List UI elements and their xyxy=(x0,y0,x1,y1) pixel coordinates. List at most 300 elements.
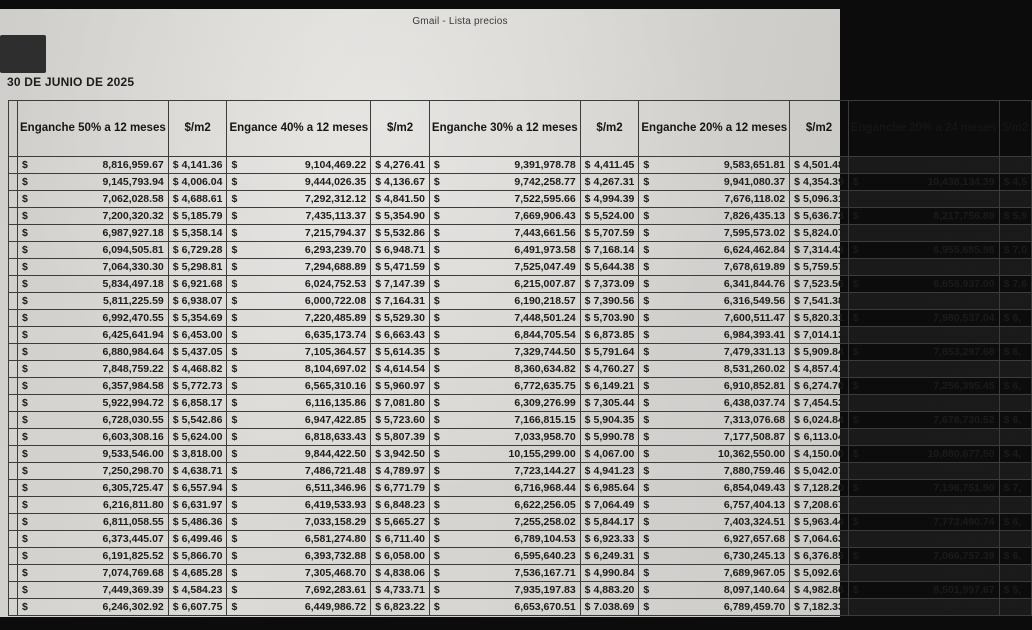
currency-symbol: $ xyxy=(22,584,28,596)
currency-symbol: $ xyxy=(433,278,440,290)
table-cell xyxy=(371,225,430,242)
currency-symbol: $ xyxy=(584,210,591,222)
currency-symbol: $ xyxy=(794,380,800,392)
cell-value: 5,542.86 xyxy=(181,414,223,426)
cell-value: 6,357,984.58 xyxy=(102,380,164,392)
currency-symbol: $ xyxy=(643,516,650,528)
table-cell xyxy=(18,514,169,531)
cell-value: 7,443,661.56 xyxy=(514,227,576,239)
table-cell xyxy=(790,531,849,548)
table-cell xyxy=(999,497,1031,514)
table-cell xyxy=(18,395,169,412)
cell-value: 10,362,550.00 xyxy=(717,448,786,460)
table-row xyxy=(9,225,1032,242)
table-cell xyxy=(639,548,790,565)
table-cell xyxy=(580,157,639,174)
cell-value: 6,658,937.00 xyxy=(933,278,995,290)
currency-symbol: $ xyxy=(794,278,800,290)
cell-value: 4,276.41 xyxy=(384,159,425,171)
cell-value: 6,789,104.53 xyxy=(514,533,576,545)
table-cell xyxy=(639,412,790,429)
cell-value: 6,858.17 xyxy=(181,397,223,409)
table-cell xyxy=(371,565,430,582)
currency-symbol: $ xyxy=(852,431,859,443)
cell-value: 7,305,468.70 xyxy=(304,567,367,579)
date-label: 30 DE JUNIO DE 2025 xyxy=(7,75,135,89)
table-cell xyxy=(999,174,1031,191)
table-cell xyxy=(371,293,430,310)
currency-symbol: $ xyxy=(1003,159,1010,171)
cell-value: 8,104,697.02 xyxy=(304,363,367,375)
table-cell xyxy=(999,293,1031,310)
cell-value: 5,909.84 xyxy=(802,346,844,358)
cell-value: 4,941.23 xyxy=(593,465,635,477)
cell-value: 5,529.30 xyxy=(384,312,425,324)
table-cell xyxy=(18,208,169,225)
table-cell xyxy=(580,225,639,242)
currency-symbol: $ xyxy=(852,193,859,205)
cell-value: 4,990.84 xyxy=(593,567,635,579)
currency-symbol: $ xyxy=(22,431,28,443)
currency-symbol: $ xyxy=(852,584,859,596)
cell-value: 9,941,080.37 xyxy=(723,176,786,188)
table-row xyxy=(9,174,1032,191)
table-cell xyxy=(999,548,1031,565)
cell-value: 6,635,173.74 xyxy=(304,329,367,341)
currency-symbol: $ xyxy=(1003,584,1010,596)
cell-value: 6,759,939.63 xyxy=(933,397,995,409)
table-cell xyxy=(999,242,1031,259)
cell-value: 7,536,167.71 xyxy=(514,567,576,579)
table-cell xyxy=(999,276,1031,293)
cell-value: 6,921.68 xyxy=(181,278,223,290)
cell-value: 5,665.27 xyxy=(384,516,425,528)
currency-symbol: $ xyxy=(584,414,591,426)
cell-value: 4,141.36 xyxy=(181,159,223,171)
cell-value: 5,990.78 xyxy=(593,431,635,443)
currency-symbol: $ xyxy=(433,227,440,239)
currency-symbol: $ xyxy=(794,159,800,171)
table-cell xyxy=(848,599,999,616)
currency-symbol: $ xyxy=(433,329,440,341)
currency-symbol: $ xyxy=(794,176,800,188)
table-cell xyxy=(580,548,639,565)
cell-value: 6,880,984.64 xyxy=(102,346,164,358)
currency-symbol: $ xyxy=(643,380,650,392)
table-cell xyxy=(9,361,18,378)
currency-symbol: $ xyxy=(1003,227,1010,239)
table-cell xyxy=(639,565,790,582)
currency-symbol: $ xyxy=(1003,533,1010,545)
cell-value: 5,358.14 xyxy=(181,227,223,239)
table-cell xyxy=(429,344,580,361)
table-cell xyxy=(790,344,849,361)
table-cell xyxy=(580,514,639,531)
table-row xyxy=(9,327,1032,344)
cell-value: 6,216,811.80 xyxy=(103,499,164,511)
table-cell xyxy=(580,242,639,259)
currency-symbol: $ xyxy=(375,363,382,375)
currency-symbol: $ xyxy=(794,346,800,358)
table-cell xyxy=(848,446,999,463)
table-cell xyxy=(580,174,639,191)
table-cell xyxy=(168,293,227,310)
cell-value: 5,486.36 xyxy=(181,516,223,528)
table-cell xyxy=(790,463,849,480)
column-header: $/m2 xyxy=(999,101,1031,157)
table-cell xyxy=(848,225,999,242)
table-cell xyxy=(371,412,430,429)
cell-value: 6,771.79 xyxy=(384,482,425,494)
currency-symbol: $ xyxy=(794,516,800,528)
table-cell xyxy=(790,497,849,514)
cell-value: 7,128.20 xyxy=(802,482,844,494)
table-cell xyxy=(580,293,639,310)
cell-value: 4,638.71 xyxy=(181,465,223,477)
table-cell xyxy=(580,310,639,327)
table-cell xyxy=(580,497,639,514)
currency-symbol: $ xyxy=(584,516,591,528)
currency-symbol: $ xyxy=(643,193,650,205)
table-cell xyxy=(9,327,18,344)
currency-symbol: $ xyxy=(231,329,238,341)
table-cell xyxy=(168,463,227,480)
currency-symbol: $ xyxy=(1003,465,1010,477)
cell-value: 7,305.44 xyxy=(593,397,635,409)
table-cell xyxy=(790,429,849,446)
currency-symbol: $ xyxy=(231,397,238,409)
table-cell xyxy=(999,208,1031,225)
table-cell xyxy=(371,514,430,531)
table-cell xyxy=(18,480,169,497)
cell-value: 4,760.27 xyxy=(593,363,635,375)
currency-symbol: $ xyxy=(433,380,440,392)
table-cell xyxy=(371,599,430,616)
currency-symbol: $ xyxy=(231,516,238,528)
cell-value: 7, xyxy=(1012,499,1022,511)
table-cell xyxy=(18,242,169,259)
table-cell xyxy=(371,531,430,548)
cell-value: 6,305,725.47 xyxy=(102,482,164,494)
table-cell xyxy=(429,242,580,259)
table-cell xyxy=(429,361,580,378)
table-cell xyxy=(9,191,18,208)
currency-symbol: $ xyxy=(375,567,382,579)
cell-value: 4,994.39 xyxy=(593,193,635,205)
cell-value: 6,772,635.75 xyxy=(514,380,576,392)
currency-symbol: $ xyxy=(375,397,382,409)
table-cell xyxy=(227,514,371,531)
cell-value: 4,584.23 xyxy=(181,584,223,596)
currency-symbol: $ xyxy=(375,176,382,188)
cell-value: 5,042.07 xyxy=(802,465,844,477)
price-table-wrap xyxy=(8,100,1029,617)
table-cell xyxy=(580,480,639,497)
table-cell xyxy=(999,514,1031,531)
table-cell xyxy=(227,497,371,514)
table-cell xyxy=(848,293,999,310)
cell-value: 6,113.04 xyxy=(803,431,844,443)
cell-value: 8,062,550.88 xyxy=(933,261,995,273)
table-cell xyxy=(168,242,227,259)
column-header: $/m2 xyxy=(580,101,639,157)
table-cell xyxy=(168,361,227,378)
currency-symbol: $ xyxy=(643,448,650,460)
cell-value: 7,294,688.89 xyxy=(304,261,367,273)
currency-symbol: $ xyxy=(584,176,591,188)
currency-symbol: $ xyxy=(231,176,238,188)
cell-value: 7,250,298.70 xyxy=(102,465,164,477)
currency-symbol: $ xyxy=(433,244,440,256)
table-cell xyxy=(429,412,580,429)
cell-value: 7,274,040.57 xyxy=(933,533,995,545)
cell-value: 6,632,377.04 xyxy=(933,295,995,307)
table-cell xyxy=(429,548,580,565)
currency-symbol: $ xyxy=(584,193,591,205)
currency-symbol: $ xyxy=(172,448,179,460)
cell-value: 6,987,927.18 xyxy=(102,227,164,239)
currency-symbol: $ xyxy=(1003,550,1010,562)
table-cell xyxy=(580,191,639,208)
cell-value: 5,092.69 xyxy=(802,567,844,579)
table-cell xyxy=(9,582,18,599)
currency-symbol: $ xyxy=(794,261,800,273)
table-cell xyxy=(227,412,371,429)
cell-value: 7,128,932.69 xyxy=(933,601,995,613)
table-cell xyxy=(429,174,580,191)
column-header: $/m2 xyxy=(168,101,227,157)
table-cell xyxy=(429,208,580,225)
table-cell xyxy=(429,276,580,293)
table-cell xyxy=(18,310,169,327)
currency-symbol: $ xyxy=(794,533,800,545)
cell-value: 8,957,823.02 xyxy=(933,363,995,375)
table-cell xyxy=(790,293,849,310)
currency-symbol: $ xyxy=(852,210,859,222)
cell-value: 6,985.64 xyxy=(593,482,635,494)
cell-value: 7,678,619.89 xyxy=(723,261,786,273)
cell-value: 6,0 xyxy=(1012,261,1028,273)
currency-symbol: $ xyxy=(231,346,238,358)
table-cell xyxy=(9,446,18,463)
currency-symbol: $ xyxy=(172,227,179,239)
cell-value: 5, xyxy=(1012,567,1022,579)
cell-value: 8,217,756.89 xyxy=(933,210,995,222)
cell-value: 6,631.97 xyxy=(181,499,223,511)
table-cell xyxy=(371,344,430,361)
cell-value: 9,533,546.00 xyxy=(102,448,164,460)
cell-value: 7,329,744.50 xyxy=(514,346,576,358)
table-cell xyxy=(429,565,580,582)
currency-symbol: $ xyxy=(22,261,28,273)
table-cell xyxy=(227,548,371,565)
cell-value: 6,823.22 xyxy=(384,601,425,613)
cell-value: 6, xyxy=(1012,346,1022,358)
currency-symbol: $ xyxy=(643,261,650,273)
table-cell xyxy=(18,531,169,548)
table-cell xyxy=(580,344,639,361)
currency-symbol: $ xyxy=(172,499,179,511)
currency-symbol: $ xyxy=(172,363,179,375)
table-cell xyxy=(168,208,227,225)
table-cell xyxy=(999,310,1031,327)
cell-value: 6,653,670.51 xyxy=(514,601,576,613)
currency-symbol: $ xyxy=(1003,516,1010,528)
cell-value: 7,880,759.46 xyxy=(723,465,786,477)
cell-value: 8,501,997.67 xyxy=(933,584,995,596)
cell-value: 7,292,312.12 xyxy=(304,193,367,205)
cell-value: 7,333,613.08 xyxy=(933,329,995,341)
currency-symbol: $ xyxy=(794,329,800,341)
cell-value: 6,449,986.72 xyxy=(304,601,367,613)
table-cell xyxy=(999,191,1031,208)
table-cell xyxy=(790,582,849,599)
currency-symbol: $ xyxy=(852,329,859,341)
cell-value: 7,064.49 xyxy=(593,499,635,511)
table-cell xyxy=(790,599,849,616)
cell-value: 7,689,967.05 xyxy=(723,567,786,579)
column-header: $/m2 xyxy=(371,101,430,157)
table-cell xyxy=(999,429,1031,446)
currency-symbol: $ xyxy=(433,465,440,477)
column-header: Enganche 20% a 12 meses xyxy=(639,101,790,157)
cell-value: 8,274,797.43 xyxy=(933,465,995,477)
table-cell xyxy=(639,395,790,412)
table-cell xyxy=(999,395,1031,412)
currency-symbol: $ xyxy=(375,601,382,613)
table-cell xyxy=(848,242,999,259)
currency-symbol: $ xyxy=(584,363,591,375)
table-cell xyxy=(790,480,849,497)
currency-symbol: $ xyxy=(643,176,650,188)
table-cell xyxy=(18,565,169,582)
currency-symbol: $ xyxy=(794,244,800,256)
cell-value: 6,663.43 xyxy=(384,329,425,341)
table-cell xyxy=(639,463,790,480)
table-row xyxy=(9,157,1032,174)
table-cell xyxy=(227,565,371,582)
cell-value: 5,960.97 xyxy=(384,380,425,392)
table-cell xyxy=(639,599,790,616)
currency-symbol: $ xyxy=(794,363,800,375)
table-cell xyxy=(9,208,18,225)
table-cell xyxy=(371,174,430,191)
currency-symbol: $ xyxy=(794,465,800,477)
currency-symbol: $ xyxy=(433,210,440,222)
table-cell xyxy=(168,599,227,616)
table-cell xyxy=(168,276,227,293)
table-cell xyxy=(848,412,999,429)
cell-value: 6,557.94 xyxy=(181,482,223,494)
cell-value: 7,935,197.83 xyxy=(514,584,576,596)
table-cell xyxy=(580,276,639,293)
cell-value: 5,298.81 xyxy=(181,261,223,273)
table-cell xyxy=(429,446,580,463)
table-cell xyxy=(18,225,169,242)
currency-symbol: $ xyxy=(22,533,28,545)
table-cell xyxy=(429,429,580,446)
table-cell xyxy=(18,276,169,293)
currency-symbol: $ xyxy=(172,244,179,256)
cell-value: 7,454.53 xyxy=(802,397,844,409)
table-cell xyxy=(999,582,1031,599)
currency-symbol: $ xyxy=(375,482,382,494)
cell-value: 7,600,511.47 xyxy=(724,312,786,324)
currency-symbol: $ xyxy=(231,380,238,392)
cell-value: 7,723,144.27 xyxy=(514,465,576,477)
table-cell xyxy=(429,191,580,208)
table-row xyxy=(9,582,1032,599)
table-cell xyxy=(999,157,1031,174)
currency-symbol: $ xyxy=(22,244,28,256)
currency-symbol: $ xyxy=(852,601,859,613)
cell-value: 7.038.69 xyxy=(593,601,635,613)
currency-symbol: $ xyxy=(643,499,650,511)
table-cell xyxy=(18,293,169,310)
currency-symbol: $ xyxy=(433,567,440,579)
table-cell xyxy=(168,225,227,242)
table-cell xyxy=(9,293,18,310)
cell-value: 5,811,225.59 xyxy=(103,295,164,307)
currency-symbol: $ xyxy=(584,601,591,613)
table-cell xyxy=(848,565,999,582)
currency-symbol: $ xyxy=(172,414,179,426)
cell-value: 7,062,028.58 xyxy=(102,193,164,205)
table-cell xyxy=(9,242,18,259)
table-cell xyxy=(999,480,1031,497)
cell-value: 7, xyxy=(1012,601,1022,613)
table-cell xyxy=(848,327,999,344)
cell-value: 7,523.56 xyxy=(802,278,844,290)
currency-symbol: $ xyxy=(22,278,28,290)
price-table xyxy=(8,100,1032,616)
table-cell xyxy=(790,259,849,276)
cell-value: 7,033,158.29 xyxy=(304,516,367,528)
currency-symbol: $ xyxy=(852,482,859,494)
currency-symbol: $ xyxy=(375,159,382,171)
table-cell xyxy=(9,174,18,191)
currency-symbol: $ xyxy=(584,567,591,579)
currency-symbol: $ xyxy=(231,567,238,579)
table-cell xyxy=(227,225,371,242)
cell-value: 6,910,852.81 xyxy=(723,380,786,392)
cell-value: 6,293,239.70 xyxy=(304,244,367,256)
currency-symbol: $ xyxy=(852,448,859,460)
table-cell xyxy=(371,242,430,259)
currency-symbol: $ xyxy=(643,601,650,613)
table-cell xyxy=(848,361,999,378)
table-cell xyxy=(371,395,430,412)
cell-value: 7,390.56 xyxy=(593,295,635,307)
currency-symbol: $ xyxy=(22,380,28,392)
cell-value: 8,531,260.02 xyxy=(723,363,786,375)
cell-value: 7,256,395.45 xyxy=(933,380,995,392)
currency-symbol: $ xyxy=(22,227,28,239)
currency-symbol: $ xyxy=(584,533,591,545)
table-cell xyxy=(168,429,227,446)
cell-value: 7,486,721.48 xyxy=(304,465,367,477)
cell-value: 6,024,752.53 xyxy=(304,278,367,290)
table-cell xyxy=(9,395,18,412)
cell-value: 6,309,276.99 xyxy=(514,397,576,409)
currency-symbol: $ xyxy=(1003,346,1010,358)
cell-value: 7,177,508.87 xyxy=(723,431,786,443)
cell-value: 6,955,685.98 xyxy=(933,244,995,256)
table-cell xyxy=(168,531,227,548)
table-cell xyxy=(790,242,849,259)
table-cell xyxy=(18,191,169,208)
cell-value: 7,7 xyxy=(1012,295,1028,307)
